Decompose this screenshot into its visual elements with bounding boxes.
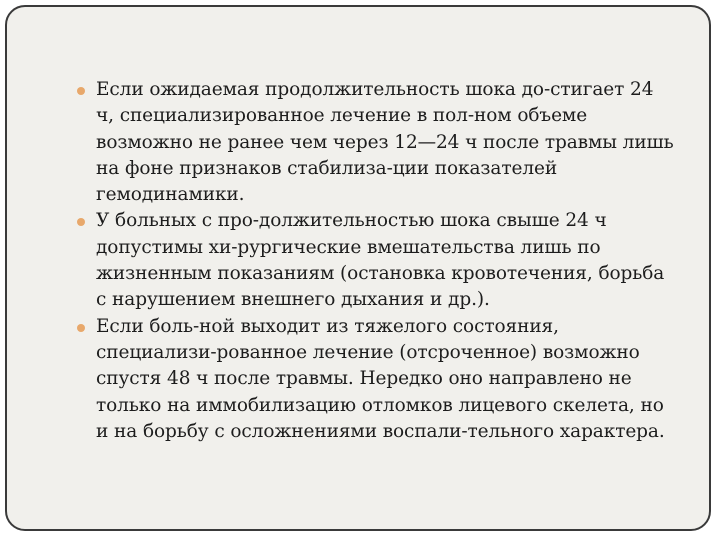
bullet-text: У больных с про-должительностью шока свыше 24 ч допустимы хи-рургические вмешательства лишь по жизненным показаниям (остановка кровотечения, борьба с нарушением внешнего дыхания и др.).	[96, 210, 665, 311]
bullet-dot-icon	[77, 218, 85, 226]
bullet-dot-icon	[77, 324, 85, 332]
slide-content	[77, 77, 677, 445]
bullet-text: Если боль-ной выходит из тяжелого состояния, специализи-рованное лечение (отсроченное) возможно спустя 48 ч после травмы. Нередко оно направлено не только на иммобилизацию отломков лицевого скелета, но и на борьбу с осложнениями воспали-тельного характера.	[96, 315, 665, 442]
bullet-item	[77, 208, 677, 313]
bullet-dot-icon	[77, 87, 85, 95]
bullet-list	[77, 77, 677, 445]
bullet-item	[77, 314, 677, 445]
slide-frame	[5, 5, 711, 531]
bullet-item	[77, 77, 677, 208]
bullet-text: Если ожидаемая продолжительность шока до-стигает 24 ч, специализированное лечение в пол-ном объеме возможно не ранее чем через 12—24 ч после травмы лишь на фоне признаков стабилиза-ции показателей гемодинамики.	[96, 79, 674, 206]
